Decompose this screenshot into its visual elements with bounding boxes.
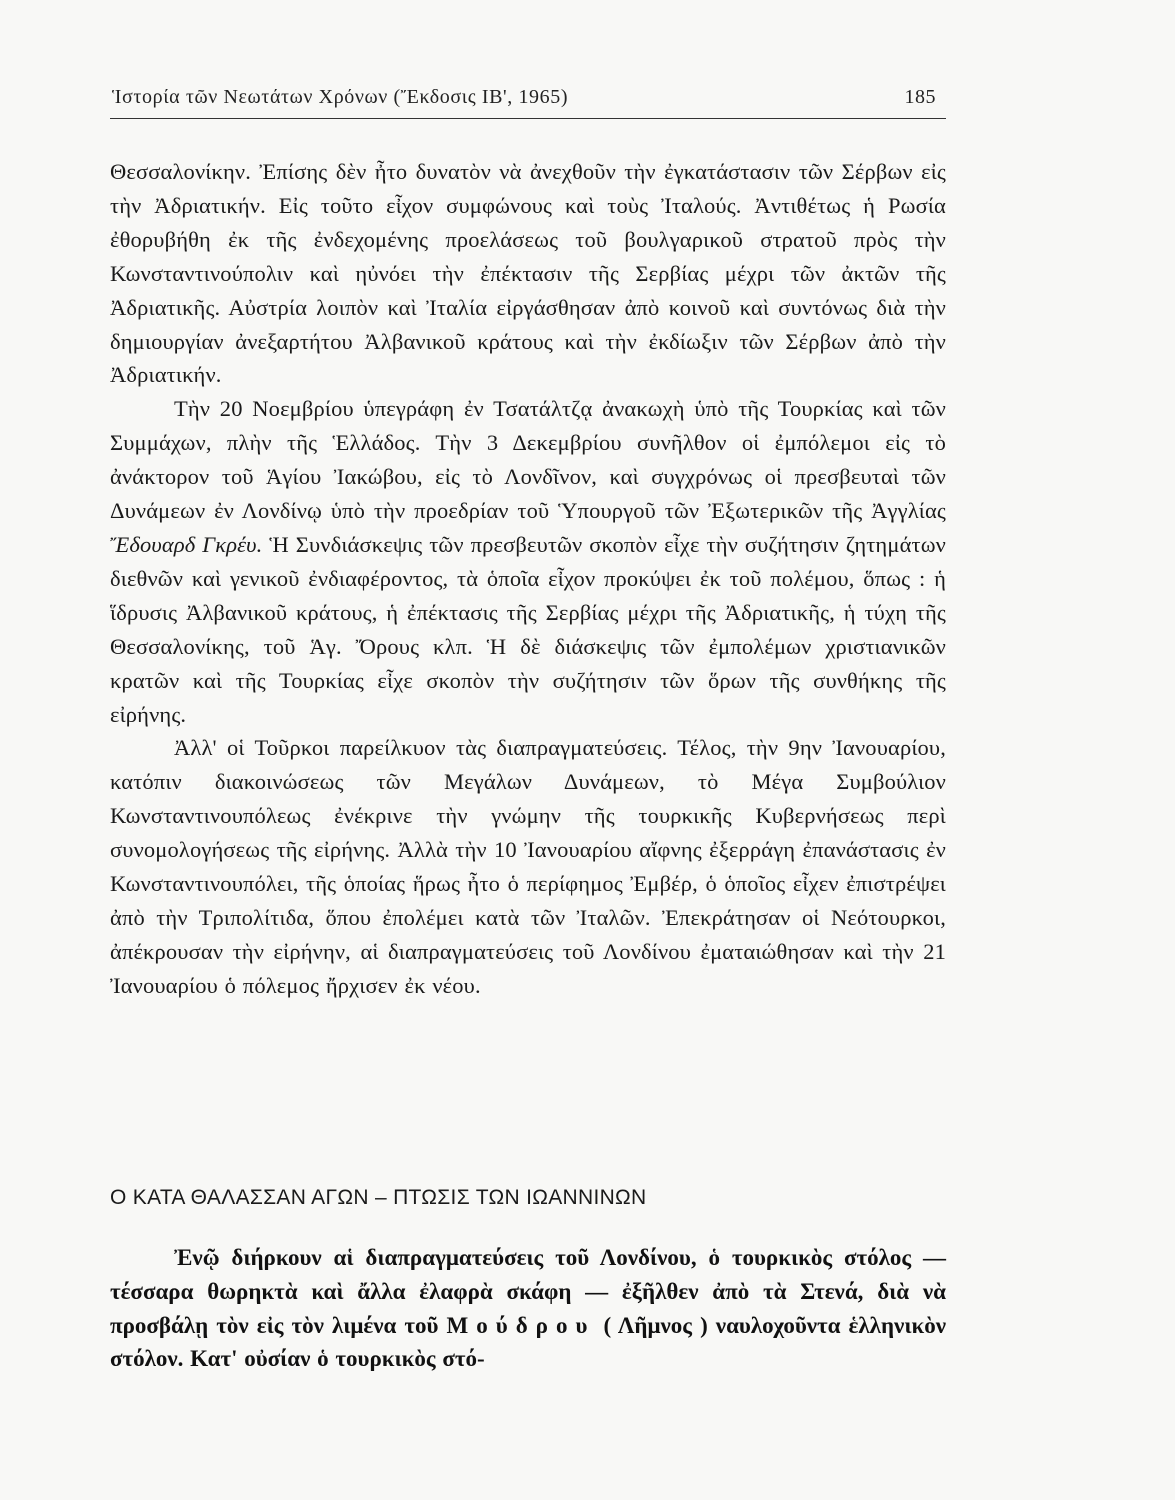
paragraph-3: Ἀλλ' οἱ Τοῦρκοι παρείλκυον τὰς διαπραγματεύσεις. Τέλος, τὴν 9ην Ἰανουαρίου, κατόπιν διακοινώσεως τῶν Μεγάλων Δυνάμεων, τὸ Μέγα Συμβούλιον Κωνσταντινουπόλεως ἐνέκρινε τὴν γνώμην τῆς τουρκικῆς Κυβερνήσεως περὶ συνομολογήσεως τῆς εἰρήνης. Ἀλλὰ τὴν 10 Ἰανουαρίου αἴφνης ἐξερράγη ἐπανάστασις ἐν Κωνσταντινουπόλει, τῆς ὁποίας ἥρως ἦτο ὁ περίφημος Ἐμβέρ, ὁ ὁποῖος εἶχεν ἐπιστρέψει ἀπὸ τὴν Τριπολίτιδα, ὅπου ἐπολέμει κατὰ τῶν Ἰταλῶν. Ἐπεκράτησαν οἱ Νεότουρκοι, ἀπέκρουσαν τὴν εἰρήνην, αἱ διαπραγματεύσεις τοῦ Λονδίνου ἐματαιώθησαν καὶ τὴν 21 Ἰανουαρίου ὁ πόλεμος ἤρχισεν ἐκ νέου. — [110, 735, 946, 998]
running-title: Ἱστορία τῶν Νεωτάτων Χρόνων (Ἔκδοσις ΙΒ', 1965) — [112, 86, 569, 108]
paragraph-2-part-b: Ἡ Συνδιάσκεψις τῶν πρεσβευτῶν σκοπὸν εἶχε τὴν συζήτησιν ζητημάτων διεθνῶν καὶ γενικοῦ ἐνδιαφέροντος, τὰ ὁποῖα εἶχον προκύψει ἐκ τοῦ πολέμου, ὅπως : ἡ ἵδρυσις Ἀλβανικοῦ κράτους, ἡ ἐπέκτασις τῆς Σερβίας μέχρι τῆς Ἀδριατικῆς, ἡ τύχη τῆς Θεσσαλονίκης, τοῦ Ἁγ. Ὄρους κλπ. Ἡ δὲ διάσκεψις τῶν ἐμπολέμων χριστιανικῶν κρατῶν καὶ τῆς Τουρκίας εἶχε σκοπὸν τὴν συζήτησιν τῶν ὅρων τῆς συνθήκης τῆς εἰρήνης. — [110, 531, 946, 727]
page-number: 185 — [904, 86, 936, 108]
section-heading: Ο ΚΑΤΑ ΘΑΛΑΣΣΑΝ ΑΓΩΝ – ΠΤΩΣΙΣ ΤΩΝ ΙΩΑΝΝΙΝΩΝ — [110, 1186, 647, 1209]
paragraph-2 — [110, 392, 946, 731]
header-rule — [110, 118, 946, 119]
place-name-spaced: Μούδρου — [446, 1312, 596, 1338]
main-text — [110, 155, 946, 1003]
section-paragraph-1 — [110, 1241, 946, 1376]
section-paragraph-part-b: ( Λῆμνος ) ναυλοχοῦντα ἑλληνικὸν στόλον. Κατ' οὐσίαν ὁ τουρκικὸς στό- — [110, 1312, 946, 1372]
running-head — [110, 86, 946, 116]
section-paragraph-part-a: Ἐνῷ διήρκουν αἱ διαπραγματεύσεις τοῦ Λονδίνου, ὁ τουρκικὸς στόλος — τέσσαρα θωρηκτὰ καὶ ἄλλα ἐλαφρὰ σκάφη — ἐξῆλθεν ἀπὸ τὰ Στενά, διὰ νὰ προσβάλῃ τὸν εἰς τὸν λιμένα τοῦ — [110, 1245, 946, 1338]
person-name: Ἔδουαρδ Γκρέυ. — [110, 531, 263, 557]
book-page — [110, 0, 946, 1500]
paragraph-2-part-a: Τὴν 20 Νοεμβρίου ὑπεγράφη ἐν Τσατάλτζᾳ ἀνακωχὴ ὑπὸ τῆς Τουρκίας καὶ τῶν Συμμάχων, πλὴν τῆς Ἑλλάδος. Τὴν 3 Δεκεμβρίου συνῆλθον οἱ ἐμπόλεμοι εἰς τὸ ἀνάκτορον τοῦ Ἁγίου Ἰακώβου, εἰς τὸ Λονδῖνον, καὶ συγχρόνως οἱ πρεσβευταὶ τῶν Δυνάμεων ἐν Λονδίνῳ ὑπὸ τὴν προεδρίαν τοῦ Ὑπουργοῦ τῶν Ἐξωτερικῶν τῆς Ἀγγλίας — [110, 396, 946, 524]
section-text — [110, 1241, 946, 1376]
paragraph-1: Θεσσαλονίκην. Ἐπίσης δὲν ἦτο δυνατὸν νὰ ἀνεχθοῦν τὴν ἐγκατάστασιν τῶν Σέρβων εἰς τὴν Ἀδριατικήν. Εἰς τοῦτο εἶχον συμφώνους καὶ τοὺς Ἰταλούς. Ἀντιθέτως ἡ Ρωσία ἐθορυβήθη ἐκ τῆς ἐνδεχομένης προελάσεως τοῦ βουλγαρικοῦ στρατοῦ πρὸς τὴν Κωνσταντινούπολιν καὶ ηὐνόει τὴν ἐπέκτασιν τῆς Σερβίας μέχρι τῶν ἀκτῶν τῆς Ἀδριατικῆς. Αὐστρία λοιπὸν καὶ Ἰταλία εἰργάσθησαν ἀπὸ κοινοῦ καὶ συντόνως διὰ τὴν δημιουργίαν ἀνεξαρτήτου Ἀλβανικοῦ κράτους καὶ τὴν ἐκδίωξιν τῶν Σέρβων ἀπὸ τὴν Ἀδριατικήν. — [110, 159, 946, 388]
